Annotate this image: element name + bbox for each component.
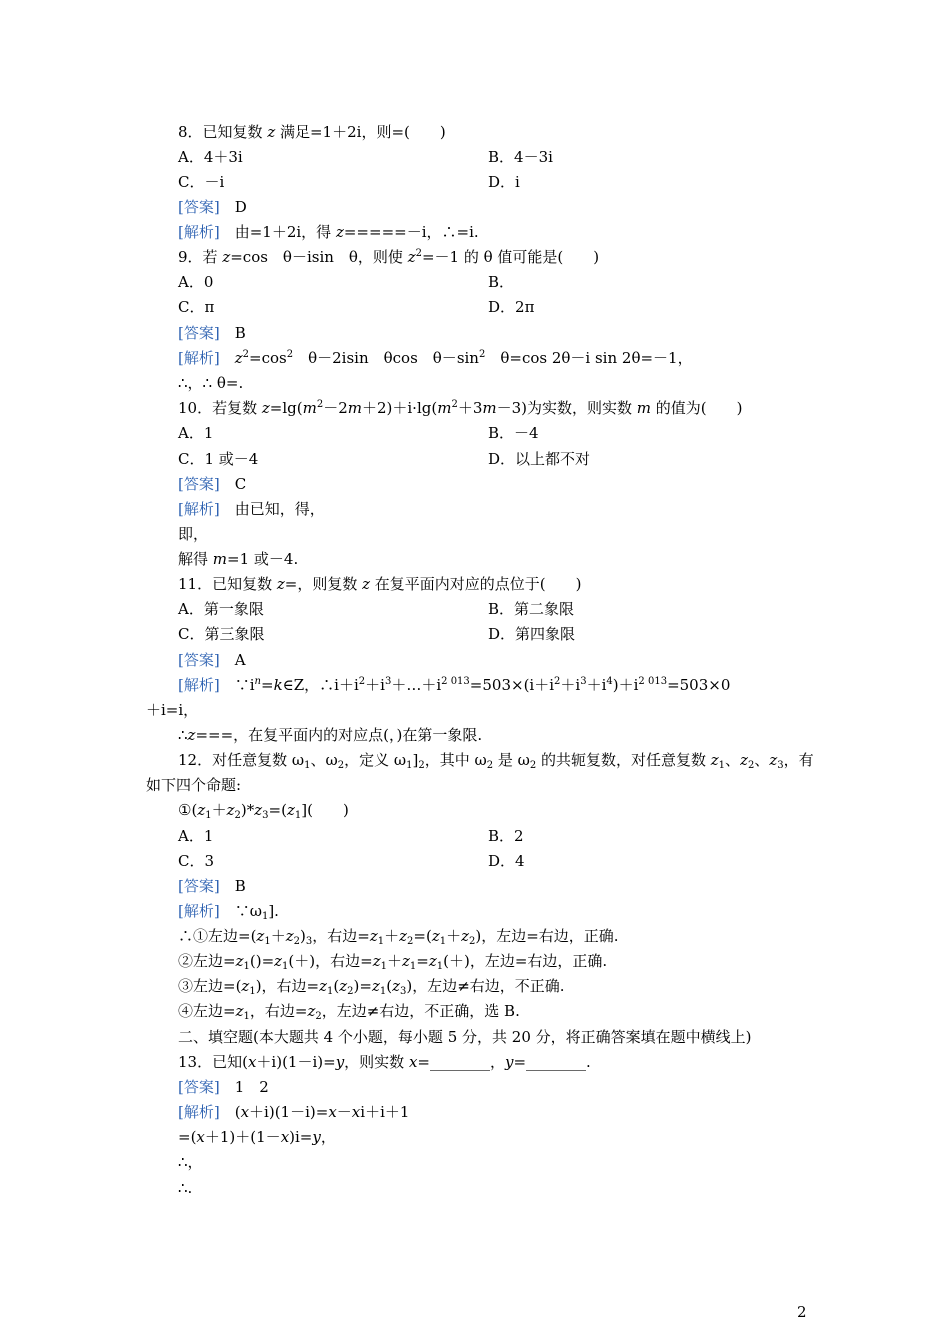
text-line: [答案] A — [178, 651, 246, 669]
text-line: [解析] $\because i^n=k\in Z$，$\therefore i+i^2+i^3+\dots+i^{2 013}=503\times(i+i^2+i^3+i^4)+i^{2 013}=503\times 0$ — [178, 676, 731, 694]
text-line: 12．对任意复数 $\omega_1$、$\omega_2$，定义 $\omega_1]_2$，其中 $\omega_2$ 是 $\omega_2$ 的共轭复数，对任意复数 $z_1$、$z_2$、$z_3$，有 — [178, 751, 814, 771]
text-line: C．3 — [178, 852, 215, 870]
text-line: ∴z===，在复平面内的对应点(，)在第一象限. — [178, 726, 483, 744]
text-line: A．0 — [178, 273, 214, 291]
text-line: B．2 — [488, 827, 524, 845]
text-line: [解析] 由已知，得， — [178, 500, 325, 518]
text-line: ④左边$=z_1$，右边$=z_2$，左边≠右边，不正确，选 B. — [178, 1002, 520, 1022]
text-line: 8．已知复数 z 满足=1＋2i，则=( ) — [178, 123, 446, 141]
text-line: 10．若复数 $z=\lg(m^2-2m+2)+i\cdot\lg(m^2+3m-3)$为实数，则实数 m 的值为( ) — [178, 399, 743, 417]
page-number: 2 — [797, 1303, 807, 1321]
text-line: [解析] $\because\omega_1$]. — [178, 902, 279, 922]
text-line: A．1 — [178, 827, 214, 845]
text-line: $①(z_1+z_2)*z_3=(z_1]$( ) — [178, 801, 349, 821]
text-line: 13．已知(x＋i)(1－i)=y，则实数 x=________，y=________. — [178, 1053, 591, 1071]
text-line: C．π — [178, 298, 215, 316]
text-line: 11．已知复数 z=，则复数 z 在复平面内对应的点位于( ) — [178, 575, 582, 593]
text-line: [答案] B — [178, 324, 246, 342]
text-line: D．以上都不对 — [488, 450, 591, 468]
text-line: [解析] $z^2=\cos^2$ θ－2isin θcos $\theta-\sin^2$ θ=cos 2θ－i sin 2θ=－1， — [178, 349, 693, 367]
text-line: D．第四象限 — [488, 625, 576, 643]
text-line: [答案] D — [178, 198, 247, 216]
text-line: 二、填空题(本大题共 4 个小题，每小题 5 分，共 20 分，将正确答案填在题中横线上) — [178, 1028, 752, 1046]
text-line: [解析] 由=1＋2i，得 z=====－i，∴=i. — [178, 223, 479, 241]
text-line: 如下四个命题: — [146, 776, 242, 794]
text-line: ②左边$=z_1()=z_1(+)$，右边$=z_1+z_1=z_1(+)$，左边=右边，正确. — [178, 952, 608, 972]
text-line: C．1 或－4 — [178, 450, 259, 468]
text-line: B．4－3i — [488, 148, 553, 166]
text-line: C．第三象限 — [178, 625, 265, 643]
text-line: [答案] B — [178, 877, 246, 895]
text-line: [答案] C — [178, 475, 247, 493]
text-line: ∴. — [178, 1179, 193, 1197]
text-line: 解得 m=1 或－4. — [178, 550, 299, 568]
text-line: [解析] (x＋i)(1－i)=x－xi＋i＋1 — [178, 1103, 410, 1121]
text-line: ∴， — [178, 1153, 203, 1171]
text-line: ＋i=i， — [146, 701, 199, 719]
text-line: D．4 — [488, 852, 525, 870]
text-line: =(x＋1)＋(1－x)i=y， — [178, 1128, 336, 1146]
text-line: ∴①左边$=(z_1+z_2)_3$，右边$=z_1+z_2=(z_1+z_2)$，左边=右边，正确. — [178, 927, 619, 947]
text-line: D．i — [488, 173, 520, 191]
text-line: D．2π — [488, 298, 535, 316]
text-line: ∴，∴ θ=. — [178, 374, 244, 392]
text-line: B． — [488, 273, 515, 291]
text-line: 即， — [178, 525, 209, 543]
text-line: B．－4 — [488, 424, 539, 442]
text-line: ③左边$=(z_1)$，右边$=z_1(z_2)=z_1(z_3)$，左边≠右边，不正确. — [178, 977, 565, 997]
text-line: C．－i — [178, 173, 225, 191]
text-line: A．1 — [178, 424, 214, 442]
text-line: A．4＋3i — [178, 148, 243, 166]
text-line: 9．若 z=cos θ－isin θ，则使 $z^2=-1$ 的 θ 值可能是( ) — [178, 248, 600, 266]
text-line: [答案] 1 2 — [178, 1078, 269, 1096]
text-line: A．第一象限 — [178, 600, 264, 618]
text-line: B．第二象限 — [488, 600, 575, 618]
